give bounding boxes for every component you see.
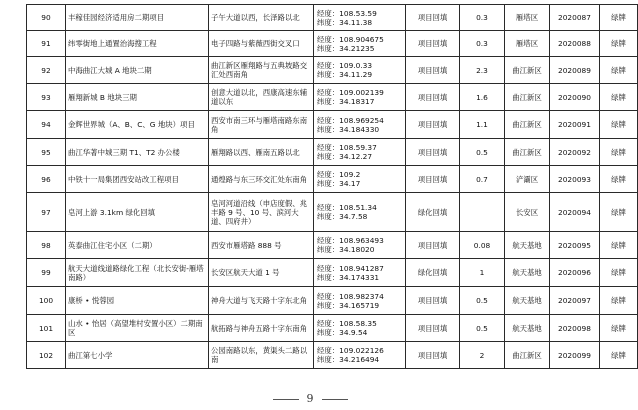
row-number: 94 <box>27 111 66 139</box>
project-name: 英泰曲江住宅小区（二期） <box>66 232 209 259</box>
fill-type: 绿化回填 <box>406 259 460 287</box>
project-location: 曲江新区雁翔路与五典坡路交汇处西南角 <box>209 57 314 84</box>
table-row <box>27 193 638 232</box>
coordinates-cell <box>314 31 406 57</box>
coordinates-cell <box>314 57 406 84</box>
longitude: 经度：108.53.59 <box>317 8 377 18</box>
project-location: 电子四路与紫薇西街交叉口 <box>209 31 314 57</box>
district: 航天基地 <box>505 232 550 259</box>
fill-type: 项目回填 <box>406 315 460 342</box>
row-number: 91 <box>27 31 66 57</box>
row-number: 99 <box>27 259 66 287</box>
coordinates-cell <box>314 287 406 315</box>
area-value: 2 <box>460 342 505 369</box>
coordinates-cell <box>314 84 406 111</box>
project-location: 子午大道以西，长泽路以北 <box>209 5 314 31</box>
table-row <box>27 315 638 342</box>
area-value: 1.1 <box>460 111 505 139</box>
district: 航天基地 <box>505 287 550 315</box>
project-location: 创意大道以北，西康高速东辅道以东 <box>209 84 314 111</box>
record-code: 2020089 <box>550 57 600 84</box>
coordinates-cell <box>314 166 406 193</box>
record-code: 2020099 <box>550 342 600 369</box>
record-code: 2020098 <box>550 315 600 342</box>
row-number: 92 <box>27 57 66 84</box>
fill-type: 项目回填 <box>406 111 460 139</box>
status-badge: 绿牌 <box>600 232 638 259</box>
table-row <box>27 342 638 369</box>
record-code: 2020092 <box>550 139 600 166</box>
coordinates-cell <box>314 111 406 139</box>
project-name: 曲江第七小学 <box>66 342 209 369</box>
project-location: 长安区航天大道 1 号 <box>209 259 314 287</box>
table-body <box>27 5 638 369</box>
table-row <box>27 139 638 166</box>
project-name: 中海曲江大城 A 地块二期 <box>66 57 209 84</box>
area-value: 2.3 <box>460 57 505 84</box>
table-row <box>27 57 638 84</box>
latitude: 纬度：34.11.38 <box>317 17 373 27</box>
latitude: 纬度：34.216494 <box>317 355 380 364</box>
record-code: 2020096 <box>550 259 600 287</box>
coordinates-cell <box>314 139 406 166</box>
area-value: 0.3 <box>460 5 505 31</box>
status-badge: 绿牌 <box>600 5 638 31</box>
coordinates-cell <box>314 342 406 369</box>
longitude: 经度：109.0.33 <box>317 61 373 70</box>
coordinates-cell <box>314 5 406 31</box>
district: 曲江新区 <box>505 139 550 166</box>
latitude: 纬度：34.184330 <box>317 124 380 134</box>
longitude: 经度：108.51.34 <box>317 203 377 212</box>
row-number: 90 <box>27 5 66 31</box>
longitude: 经度：108.963493 <box>317 236 384 245</box>
project-name: 航天大道线道路绿化工程（北长安街-雁塔南路） <box>66 259 209 287</box>
area-value: 0.5 <box>460 287 505 315</box>
fill-type: 项目回填 <box>406 5 460 31</box>
area-value: 0.5 <box>460 315 505 342</box>
page-number-dash-left <box>273 399 299 400</box>
fill-type: 项目回填 <box>406 287 460 315</box>
row-number: 93 <box>27 84 66 111</box>
table-row <box>27 259 638 287</box>
fill-type: 绿化回填 <box>406 193 460 232</box>
district: 浐灞区 <box>505 166 550 193</box>
longitude: 经度：108.941287 <box>317 263 384 273</box>
latitude: 纬度：34.9.54 <box>317 328 368 337</box>
longitude: 经度：109.022126 <box>317 346 384 355</box>
fill-type: 项目回填 <box>406 342 460 369</box>
page-number-dash-right <box>322 399 348 400</box>
project-name: 丰稼佳园经济适用房二期项目 <box>66 5 209 31</box>
project-location: 公园南路以东，黄渠头二路以南 <box>209 342 314 369</box>
latitude: 纬度：34.7.58 <box>317 212 368 221</box>
district: 雁塔区 <box>505 31 550 57</box>
row-number: 102 <box>27 342 66 369</box>
table-row <box>27 84 638 111</box>
fill-type: 项目回填 <box>406 84 460 111</box>
area-value: 0.3 <box>460 31 505 57</box>
project-name: 金辉世界城（A、B、C、G 地块）项目 <box>66 111 209 139</box>
fill-type: 项目回填 <box>406 31 460 57</box>
record-code: 2020095 <box>550 232 600 259</box>
row-number: 101 <box>27 315 66 342</box>
status-badge: 绿牌 <box>600 84 638 111</box>
record-code: 2020093 <box>550 166 600 193</box>
project-name: 曲江华著中城三期 T1、T2 办公楼 <box>66 139 209 166</box>
record-code: 2020094 <box>550 193 600 232</box>
longitude: 经度：108.969254 <box>317 115 384 125</box>
status-badge: 绿牌 <box>600 315 638 342</box>
longitude: 经度：108.904675 <box>317 34 384 44</box>
latitude: 纬度：34.18020 <box>317 245 375 254</box>
record-code: 2020088 <box>550 31 600 57</box>
longitude: 经度：109.2 <box>317 170 361 179</box>
area-value: 1 <box>460 259 505 287</box>
status-badge: 绿牌 <box>600 111 638 139</box>
district: 曲江新区 <box>505 111 550 139</box>
latitude: 纬度：34.18317 <box>317 97 375 106</box>
coordinates-cell <box>314 193 406 232</box>
status-badge: 绿牌 <box>600 287 638 315</box>
project-location: 皂河河道沿线（申店度假、兆丰路 9 号、10 号、滨河大道、四府井） <box>209 193 314 232</box>
status-badge: 绿牌 <box>600 31 638 57</box>
district: 长安区 <box>505 193 550 232</box>
coordinates-cell <box>314 232 406 259</box>
latitude: 纬度：34.17 <box>317 179 361 188</box>
project-name: 纬零街地上通置治海搜工程 <box>66 31 209 57</box>
project-name: 中铁十一局集团西安站改工程项目 <box>66 166 209 193</box>
longitude: 经度：108.58.35 <box>317 319 377 328</box>
project-location: 西安市南三环与雁塔南路东南角 <box>209 111 314 139</box>
project-name: 康桥 • 悦蓉园 <box>66 287 209 315</box>
area-value: 0.7 <box>460 166 505 193</box>
area-value: 0.5 <box>460 139 505 166</box>
project-location: 通煌路与东三环交汇处东南角 <box>209 166 314 193</box>
district: 曲江新区 <box>505 84 550 111</box>
table-row <box>27 111 638 139</box>
project-name: 山水 • 怡居（高望堆村安置小区）二期南区 <box>66 315 209 342</box>
data-table-sheet <box>26 4 626 369</box>
table-row <box>27 31 638 57</box>
district: 雁塔区 <box>505 5 550 31</box>
page-number-value: 9 <box>306 392 314 405</box>
area-value: 0.08 <box>460 232 505 259</box>
status-badge: 绿牌 <box>600 139 638 166</box>
coordinates-cell <box>314 315 406 342</box>
district: 曲江新区 <box>505 342 550 369</box>
status-badge: 绿牌 <box>600 193 638 232</box>
district: 航天基地 <box>505 315 550 342</box>
project-table <box>26 4 638 369</box>
record-code: 2020087 <box>550 5 600 31</box>
district: 航天基地 <box>505 259 550 287</box>
longitude: 经度：109.002139 <box>317 88 384 97</box>
status-badge: 绿牌 <box>600 259 638 287</box>
fill-type: 项目回填 <box>406 57 460 84</box>
project-name: 雁翔新城 B 地块三期 <box>66 84 209 111</box>
row-number: 97 <box>27 193 66 232</box>
latitude: 纬度：34.174331 <box>317 272 380 282</box>
area-value: 1.6 <box>460 84 505 111</box>
district: 曲江新区 <box>505 57 550 84</box>
table-row <box>27 166 638 193</box>
project-location: 航拓路与神舟五路十字东南角 <box>209 315 314 342</box>
longitude: 经度：108.982374 <box>317 291 384 301</box>
table-row <box>27 287 638 315</box>
fill-type: 项目回填 <box>406 232 460 259</box>
project-location: 神舟大道与飞天路十字东北角 <box>209 287 314 315</box>
project-location: 西安市雁塔路 888 号 <box>209 232 314 259</box>
record-code: 2020097 <box>550 287 600 315</box>
page-number <box>0 392 620 405</box>
fill-type: 项目回填 <box>406 166 460 193</box>
latitude: 纬度：34.21235 <box>317 43 375 53</box>
project-name: 皂河上游 3.1km 绿化回填 <box>66 193 209 232</box>
table-row <box>27 5 638 31</box>
coordinates-cell <box>314 259 406 287</box>
status-badge: 绿牌 <box>600 342 638 369</box>
row-number: 95 <box>27 139 66 166</box>
status-badge: 绿牌 <box>600 57 638 84</box>
longitude: 经度：108.59.37 <box>317 143 377 152</box>
status-badge: 绿牌 <box>600 166 638 193</box>
latitude: 纬度：34.12.27 <box>317 152 373 161</box>
latitude: 纬度：34.165719 <box>317 300 380 310</box>
table-row <box>27 232 638 259</box>
row-number: 96 <box>27 166 66 193</box>
row-number: 98 <box>27 232 66 259</box>
row-number: 100 <box>27 287 66 315</box>
record-code: 2020090 <box>550 84 600 111</box>
fill-type: 项目回填 <box>406 139 460 166</box>
area-value <box>460 193 505 232</box>
project-location: 雁翔路以西、雁南五路以北 <box>209 139 314 166</box>
latitude: 纬度：34.11.29 <box>317 70 373 79</box>
record-code: 2020091 <box>550 111 600 139</box>
